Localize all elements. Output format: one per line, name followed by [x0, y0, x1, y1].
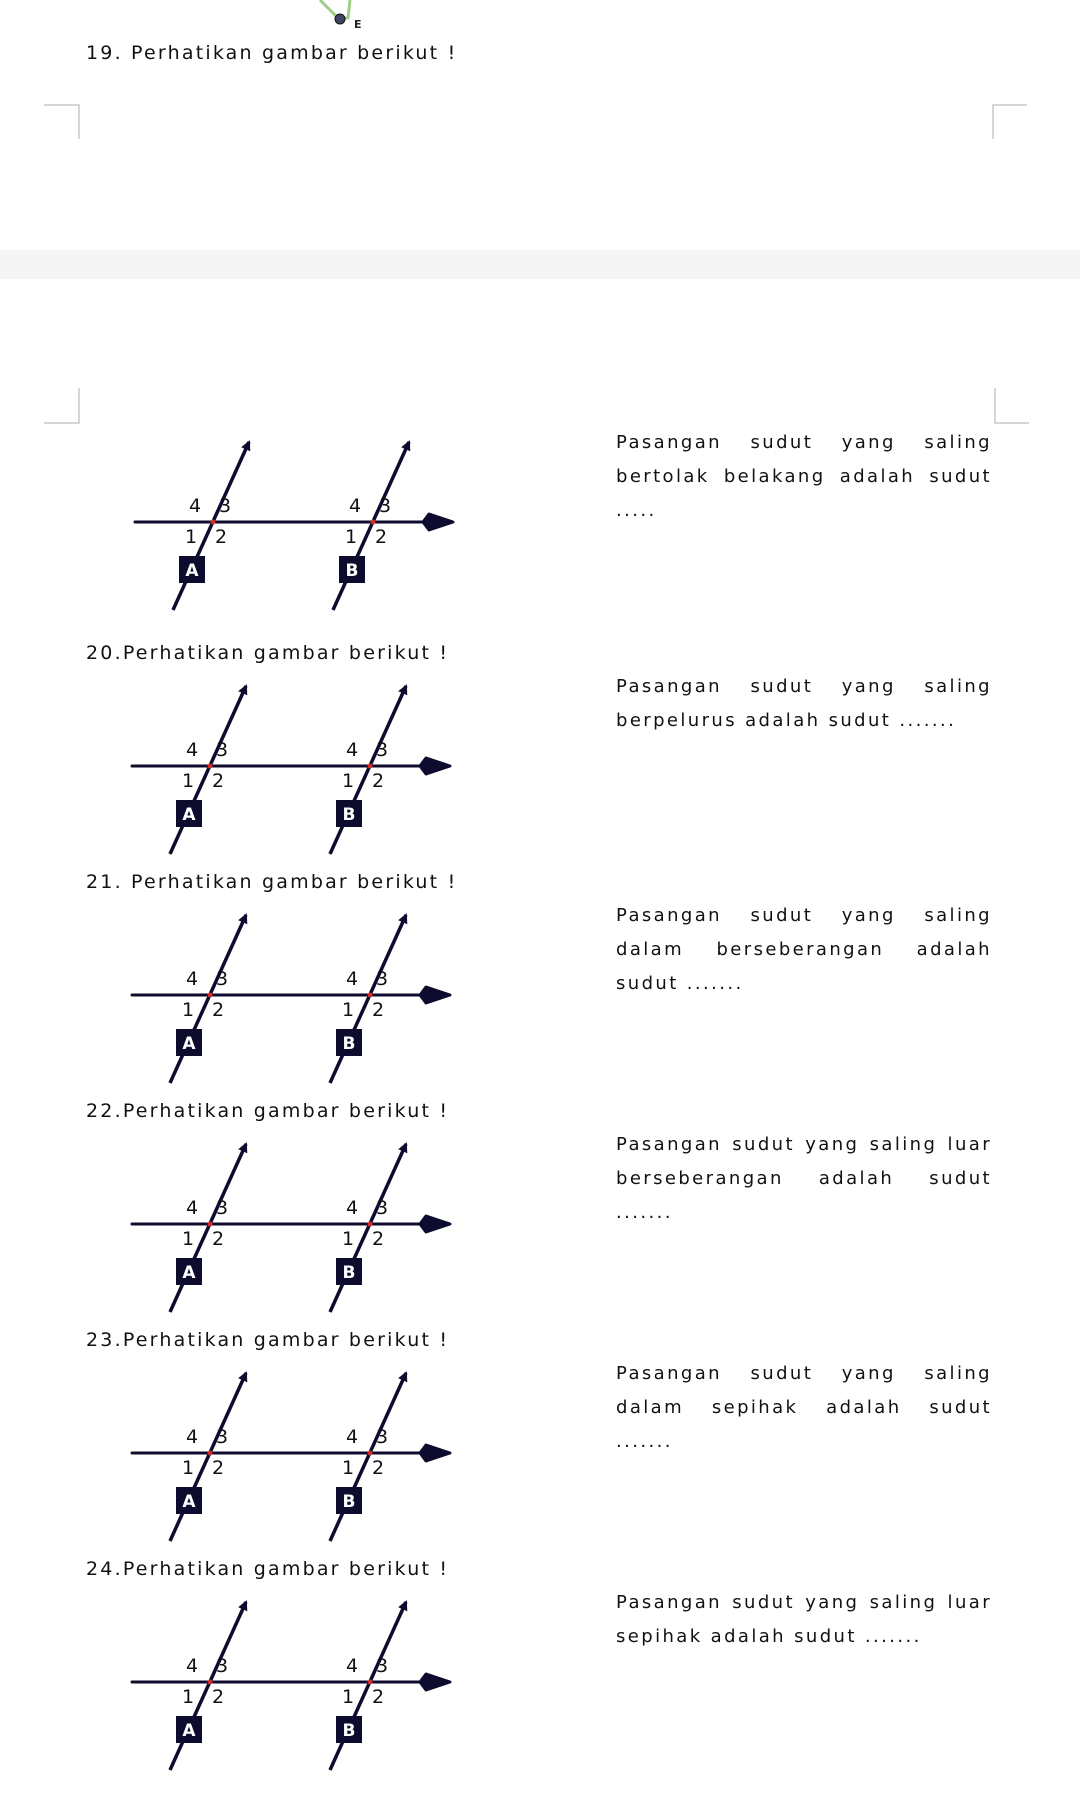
angle-label-3-b: 3 — [376, 739, 389, 761]
corner-mark-top-right — [992, 104, 1028, 140]
angle-label-3-a: 3 — [216, 968, 229, 990]
angle-label-2-a: 2 — [212, 999, 225, 1021]
angle-label-3-a: 3 — [216, 1197, 229, 1219]
angle-label-2-a: 2 — [215, 526, 228, 548]
horizontal-line — [132, 1445, 450, 1461]
angle-label-2-b: 2 — [372, 1228, 385, 1250]
angle-label-4-b: 4 — [346, 968, 359, 990]
parallel-lines-diagram — [130, 680, 510, 880]
question-19-text: Pasangan sudut yang saling bertolak belakang adalah sudut ..... — [616, 432, 992, 521]
angle-label-4-b: 4 — [349, 495, 362, 517]
angle-label-4-a: 4 — [186, 1197, 199, 1219]
angle-label-1-a: 1 — [182, 1686, 195, 1708]
angle-label-3-a: 3 — [216, 1426, 229, 1448]
angle-label-4-a: 4 — [186, 968, 199, 990]
parallel-lines-diagram — [130, 1367, 510, 1567]
intersection-b-marker — [371, 520, 376, 525]
intersection-b-marker — [368, 1222, 373, 1227]
point-label-a: A — [182, 1263, 196, 1283]
angle-label-1-b: 1 — [342, 1228, 355, 1250]
intersection-a-marker — [211, 520, 216, 525]
parallel-lines-diagram — [130, 1596, 510, 1796]
angle-label-1-a: 1 — [185, 526, 198, 548]
angle-label-1-a: 1 — [182, 1457, 195, 1479]
point-label-b: B — [345, 561, 359, 581]
angle-label-1-a: 1 — [182, 1228, 195, 1250]
angle-label-2-b: 2 — [375, 526, 388, 548]
intersection-a-marker — [208, 764, 213, 769]
question-23-text: Pasangan sudut yang saling dalam sepihak adalah sudut ....... — [616, 1363, 992, 1452]
angle-label-3-a: 3 — [219, 495, 232, 517]
fragment-line — [320, 0, 350, 18]
horizontal-line — [132, 1674, 450, 1690]
point-label-b: B — [342, 805, 356, 825]
point-label-a: A — [182, 805, 196, 825]
intersection-b-marker — [368, 1451, 373, 1456]
angle-label-3-b: 3 — [376, 968, 389, 990]
angle-label-4-a: 4 — [186, 1426, 199, 1448]
horizontal-line — [132, 758, 450, 774]
angle-label-2-b: 2 — [372, 1686, 385, 1708]
intersection-a-marker — [208, 1222, 213, 1227]
intersection-b-marker — [368, 993, 373, 998]
angle-label-4-b: 4 — [346, 1426, 359, 1448]
angle-label-3-a: 3 — [216, 1655, 229, 1677]
corner-mark-bottom-left — [44, 388, 80, 424]
parallel-lines-diagram — [130, 909, 510, 1109]
page-break-band — [0, 250, 1080, 279]
question-20-text: Pasangan sudut yang saling berpelurus adalah sudut ....... — [616, 676, 992, 731]
question-19-title: 19. Perhatikan gambar berikut ! — [86, 42, 458, 64]
corner-mark-top-left — [44, 104, 80, 140]
question-24-title: 24.Perhatikan gambar berikut ! — [86, 1558, 450, 1580]
angle-label-1-b: 1 — [345, 526, 358, 548]
angle-label-1-b: 1 — [342, 1457, 355, 1479]
angle-label-3-b: 3 — [379, 495, 392, 517]
fragment-vertex-dot — [335, 14, 345, 24]
angle-label-1-a: 1 — [182, 999, 195, 1021]
question-21-text: Pasangan sudut yang saling dalam berseberangan adalah sudut ....... — [616, 905, 992, 994]
intersection-b-marker — [368, 764, 373, 769]
angle-label-4-b: 4 — [346, 1197, 359, 1219]
horizontal-line — [132, 987, 450, 1003]
point-label-b: B — [342, 1263, 356, 1283]
angle-label-3-b: 3 — [376, 1197, 389, 1219]
angle-label-3-b: 3 — [376, 1426, 389, 1448]
angle-label-2-a: 2 — [212, 770, 225, 792]
point-label-a: A — [182, 1034, 196, 1054]
point-label-a: A — [182, 1492, 196, 1512]
angle-label-2-a: 2 — [212, 1686, 225, 1708]
intersection-a-marker — [208, 1451, 213, 1456]
angle-label-1-b: 1 — [342, 999, 355, 1021]
angle-label-3-a: 3 — [216, 739, 229, 761]
angle-label-2-a: 2 — [212, 1228, 225, 1250]
angle-label-2-b: 2 — [372, 1457, 385, 1479]
angle-label-2-a: 2 — [212, 1457, 225, 1479]
intersection-a-marker — [208, 993, 213, 998]
point-label-a: A — [182, 1721, 196, 1741]
question-21-title: 21. Perhatikan gambar berikut ! — [86, 871, 458, 893]
question-24-text: Pasangan sudut yang saling luar sepihak adalah sudut ....... — [616, 1592, 992, 1647]
intersection-a-marker — [208, 1680, 213, 1685]
fragment-vertex-label: E — [354, 18, 362, 31]
point-label-b: B — [342, 1492, 356, 1512]
previous-diagram-fragment — [310, 0, 370, 34]
angle-label-2-b: 2 — [372, 999, 385, 1021]
horizontal-line — [132, 1216, 450, 1232]
corner-mark-bottom-right — [994, 388, 1030, 424]
angle-label-4-b: 4 — [346, 1655, 359, 1677]
question-23-title: 23.Perhatikan gambar berikut ! — [86, 1329, 450, 1351]
angle-label-2-b: 2 — [372, 770, 385, 792]
point-label-b: B — [342, 1034, 356, 1054]
angle-label-1-a: 1 — [182, 770, 195, 792]
angle-label-1-b: 1 — [342, 770, 355, 792]
parallel-lines-diagram — [133, 436, 513, 636]
question-22-text: Pasangan sudut yang saling luar berseberangan adalah sudut ....... — [616, 1134, 992, 1223]
parallel-lines-diagram — [130, 1138, 510, 1338]
angle-label-4-a: 4 — [189, 495, 202, 517]
angle-label-4-a: 4 — [186, 1655, 199, 1677]
intersection-b-marker — [368, 1680, 373, 1685]
question-22-title: 22.Perhatikan gambar berikut ! — [86, 1100, 450, 1122]
angle-label-1-b: 1 — [342, 1686, 355, 1708]
point-label-a: A — [185, 561, 199, 581]
angle-label-4-a: 4 — [186, 739, 199, 761]
angle-label-3-b: 3 — [376, 1655, 389, 1677]
question-20-title: 20.Perhatikan gambar berikut ! — [86, 642, 450, 664]
horizontal-line — [135, 514, 453, 530]
point-label-b: B — [342, 1721, 356, 1741]
angle-label-4-b: 4 — [346, 739, 359, 761]
